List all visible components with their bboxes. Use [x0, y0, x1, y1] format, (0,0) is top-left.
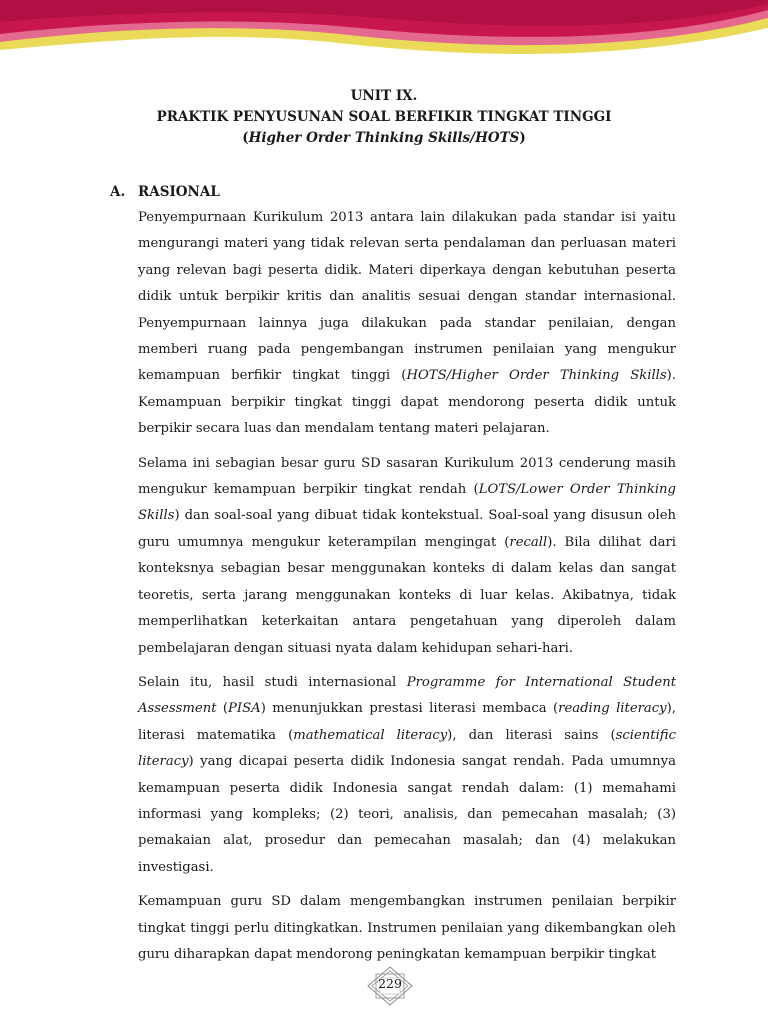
- section-letter: A.: [110, 184, 126, 200]
- text-run: ), literasi matematika (: [138, 701, 676, 743]
- italic-run: PISA: [228, 701, 261, 717]
- unit-label: UNIT IX.: [350, 88, 418, 104]
- subtitle-italic: Higher Order Thinking Skills/HOTS: [248, 130, 520, 146]
- text-run: ) menunjukkan prestasi literasi membaca (: [260, 701, 559, 717]
- paragraph-2: [138, 451, 676, 662]
- subtitle-paren-open: (: [242, 130, 249, 146]
- text-run: ) yang dicapai peserta didik Indonesia sangat rendah. Pada umumnya kemampuan peserta didik Indonesia sangat rendah dalam: (1) memahami informasi yang kompleks; (2) teori, analisis, dan pemecahan masalah; (3) pemakaian alat, prosedur dan pemecahan masalah; dan (4) melakukan investigasi.: [138, 754, 676, 875]
- paragraph-1: [138, 205, 676, 443]
- text-run: Penyempurnaan Kurikulum 2013 antara lain dilakukan pada standar isi yaitu mengurangi materi yang tidak relevan serta pendalaman dan perluasan materi yang relevan bagi peserta didik. Materi diperkaya dengan kebutuhan peserta didik untuk berpikir kritis dan analitis sesuai dengan standar internasional. Penyempurnaan lainnya juga dilakukan pada standar penilaian, dengan memberi ruang pada pengembangan instrumen penilaian yang mengukur kemampuan berfikir tingkat tinggi (: [138, 210, 676, 384]
- page-number-badge: [367, 966, 413, 1006]
- italic-run: Programme for International Student Assessment: [138, 674, 676, 717]
- page-number: 229: [378, 976, 402, 991]
- section-title: RASIONAL: [138, 184, 220, 200]
- italic-run: LOTS/Lower Order Thinking Skills: [138, 482, 676, 524]
- paragraph-4: [138, 889, 676, 968]
- italic-run: recall: [509, 534, 548, 550]
- text-run: ) dan soal-soal yang dibuat tidak kontekstual. Soal-soal yang disusun oleh guru umumnya mengukur keterampilan mengingat (: [138, 508, 676, 550]
- italic-run: mathematical literacy: [293, 727, 448, 743]
- body-text: [138, 205, 676, 976]
- document-title-block: [0, 86, 768, 149]
- italic-run: HOTS/Higher Order Thinking Skills: [406, 368, 667, 384]
- italic-run: reading literacy: [558, 701, 667, 717]
- unit-subtitle: [0, 128, 768, 149]
- text-run: ), dan literasi sains (: [447, 727, 616, 743]
- paragraph-3: [138, 670, 676, 881]
- section-heading: [110, 184, 220, 200]
- text-run: Kemampuan guru SD dalam mengembangkan instrumen penilaian berpikir tingkat tinggi perlu ditingkatkan. Instrumen penilaian yang dikembangkan oleh guru diharapkan dapat mendorong peningkatan kemampuan berpikir tingkat: [138, 894, 676, 962]
- unit-title: PRAKTIK PENYUSUNAN SOAL BERFIKIR TINGKAT TINGGI: [156, 109, 612, 125]
- text-run: ). Kemampuan berpikir tingkat tinggi dapat mendorong peserta didik untuk berpikir secara luas dan mendalam tentang materi pelajaran.: [138, 368, 676, 437]
- italic-run: scientific literacy: [138, 727, 676, 770]
- text-run: Selain itu, hasil studi internasional: [138, 674, 407, 690]
- subtitle-paren-close: ): [519, 130, 526, 146]
- decorative-header-banner: [0, 0, 768, 70]
- text-run: ). Bila dilihat dari konteksnya sebagian besar menggunakan konteks di dalam kelas dan sangat teoretis, serta jarang menggunakan konteks di luar kelas. Akibatnya, tidak memperlihatkan keterkaitan antara pengetahuan yang diperoleh dalam pembelajaran dengan situasi nyata dalam kehidupan sehari-hari.: [138, 534, 677, 656]
- text-run: Selama ini sebagian besar guru SD sasaran Kurikulum 2013 cenderung masih mengukur kemampuan berpikir tingkat rendah (: [138, 455, 676, 498]
- text-run: (: [216, 701, 229, 717]
